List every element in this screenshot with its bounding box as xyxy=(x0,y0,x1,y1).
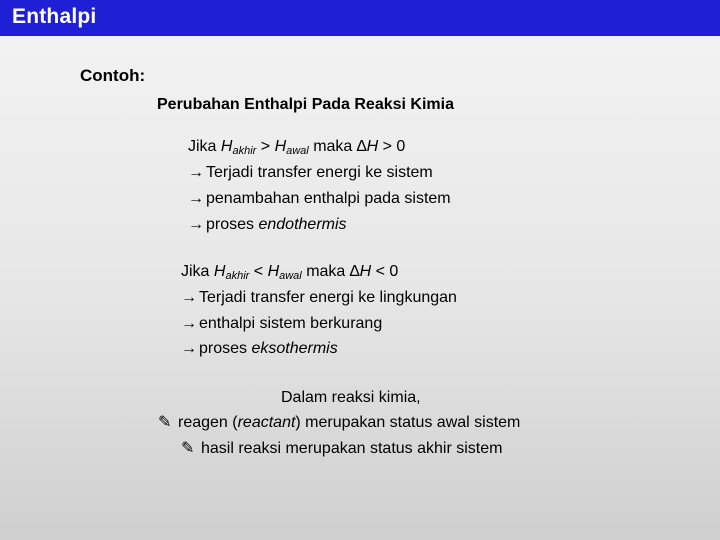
condition-result: < 0 xyxy=(375,263,399,280)
operator: < xyxy=(253,263,264,280)
subscript-awal: awal xyxy=(286,145,309,157)
condition-if: Jika xyxy=(181,263,210,280)
exo-line-1-text: Terjadi transfer energi ke lingkungan xyxy=(199,289,457,306)
note-item2-text: hasil reaksi merupakan status akhir sistem xyxy=(201,440,503,457)
h-symbol: H xyxy=(359,263,372,280)
endo-term: endothermis xyxy=(258,216,347,233)
exo-line-3 xyxy=(181,339,338,359)
endo-line-2 xyxy=(188,189,451,209)
delta-symbol: ∆ xyxy=(349,263,360,280)
reactant-term: reactant xyxy=(237,414,296,431)
title-bar xyxy=(0,0,720,36)
note-item1-post: ) merupakan status awal sistem xyxy=(295,414,521,431)
endo-line-1-text: Terjadi transfer energi ke sistem xyxy=(206,164,433,181)
endo-line-3 xyxy=(188,215,347,235)
pencil-icon: ✎ xyxy=(158,414,172,431)
endo-line-2-text: penambahan enthalpi pada sistem xyxy=(206,190,451,207)
exo-line-2-text: enthalpi sistem berkurang xyxy=(199,315,383,332)
exo-line-3-prefix: proses xyxy=(199,340,248,357)
arrow-icon: → xyxy=(181,340,197,357)
slide-title: Enthalpi xyxy=(12,5,97,28)
subscript-akhir: akhir xyxy=(232,145,257,157)
subscript-awal: awal xyxy=(279,270,302,282)
condition-then: maka xyxy=(313,138,353,155)
exo-line-1 xyxy=(181,288,457,308)
endo-condition xyxy=(188,137,405,157)
h-symbol: H xyxy=(220,138,233,155)
note-item-reactant xyxy=(158,413,520,433)
note-item-product xyxy=(181,439,502,459)
arrow-icon: → xyxy=(181,315,197,332)
pencil-icon: ✎ xyxy=(181,440,195,457)
note-item1-pre: reagen ( xyxy=(178,414,238,431)
subtitle: Perubahan Enthalpi Pada Reaksi Kimia xyxy=(157,96,454,113)
subscript-akhir: akhir xyxy=(225,270,250,282)
h-symbol: H xyxy=(274,138,287,155)
delta-symbol: ∆ xyxy=(356,138,367,155)
arrow-icon: → xyxy=(188,164,204,181)
exo-line-2 xyxy=(181,314,382,334)
section-label: Contoh: xyxy=(80,66,146,85)
arrow-icon: → xyxy=(181,289,197,306)
condition-result: > 0 xyxy=(382,138,406,155)
exo-condition xyxy=(181,262,398,282)
endo-line-1 xyxy=(188,163,433,183)
condition-if: Jika xyxy=(188,138,217,155)
endo-line-3-prefix: proses xyxy=(206,216,255,233)
h-symbol: H xyxy=(366,138,379,155)
h-symbol: H xyxy=(267,263,280,280)
arrow-icon: → xyxy=(188,216,204,233)
h-symbol: H xyxy=(213,263,226,280)
arrow-icon: → xyxy=(188,190,204,207)
note-intro: Dalam reaksi kimia, xyxy=(281,389,421,406)
condition-then: maka xyxy=(306,263,346,280)
exo-term: eksothermis xyxy=(251,340,338,357)
operator: > xyxy=(260,138,271,155)
